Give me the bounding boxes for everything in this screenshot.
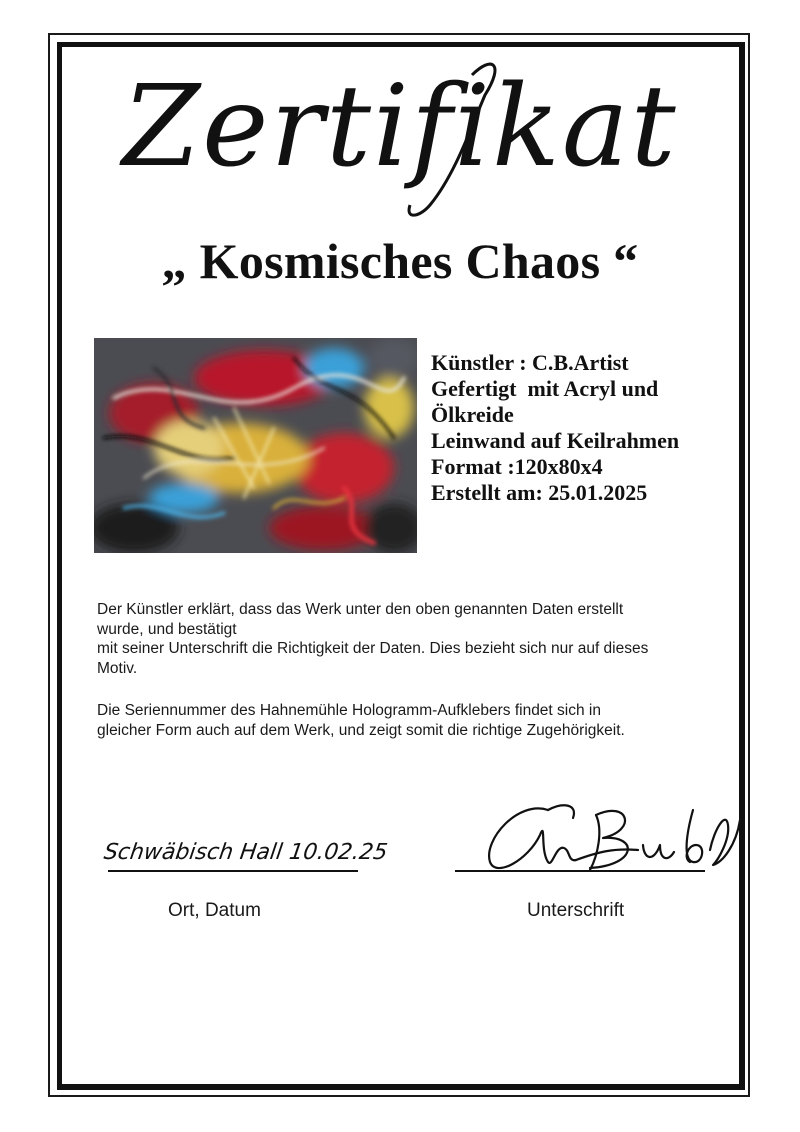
certificate-heading-text: Zertifikat [122, 62, 678, 192]
place-date-line [108, 870, 358, 872]
artist-statement [97, 600, 717, 740]
signature-line [455, 870, 705, 872]
medium-line: Gefertigt mit Acryl und [431, 376, 659, 401]
medium-line-continued: Ölkreide [431, 402, 514, 427]
created-date-line: Erstellt am: 25.01.2025 [431, 480, 648, 505]
canvas-line: Leinwand auf Keilrahmen [431, 428, 680, 453]
certificate-heading [100, 55, 700, 235]
statement-line: Die Seriennummer des Hahnemühle Hologramm-Aufklebers findet sich in [97, 702, 601, 719]
place-date-handwriting [100, 830, 390, 880]
artwork-image [94, 338, 417, 553]
place-date-label: Ort, Datum [168, 900, 261, 921]
paragraph-gap [97, 678, 717, 701]
signature-image [478, 790, 748, 880]
signature-label: Unterschrift [527, 900, 625, 921]
statement-line: mit seiner Unterschrift die Richtigkeit der Daten. Dies bezieht sich nur auf dieses [97, 640, 649, 657]
artwork-details [431, 350, 761, 506]
artist-line: Künstler : C.B.Artist [431, 350, 629, 375]
format-line: Format :120x80x4 [431, 454, 603, 479]
place-date-text: Schwäbisch Hall 10.02.25 [102, 840, 390, 865]
artwork-title: „ Kosmisches Chaos “ [161, 233, 639, 289]
statement-line: Der Künstler erklärt, dass das Werk unter den oben genannten Daten erstellt [97, 601, 624, 618]
statement-line: Motiv. [97, 659, 138, 677]
statement-line: gleicher Form auch auf dem Werk, und zeigt somit die richtige Zugehörigkeit. [97, 721, 625, 739]
statement-line: wurde, und bestätigt [97, 620, 237, 638]
